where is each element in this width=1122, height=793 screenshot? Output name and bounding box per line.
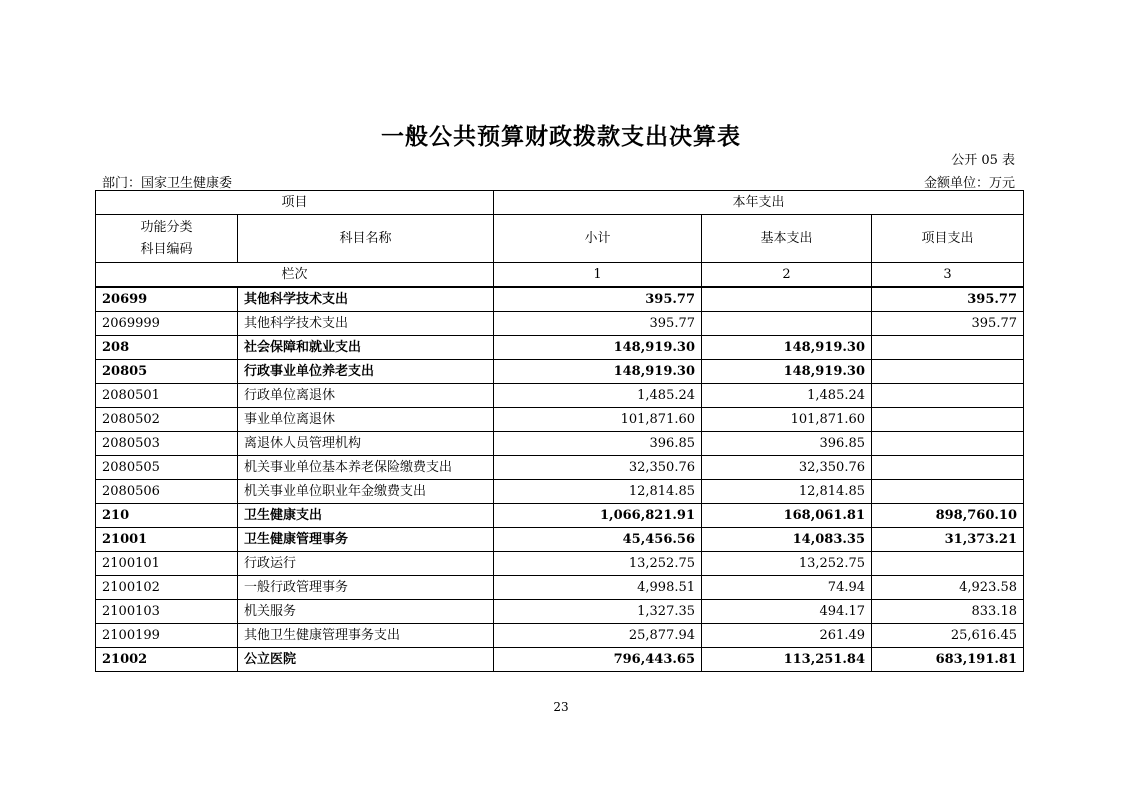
- page-number: 23: [553, 700, 569, 714]
- row-basic-cell: 168,061.81: [702, 504, 872, 528]
- row-name-cell: 卫生健康支出: [238, 504, 494, 528]
- row-code-cell: 20805: [96, 360, 238, 384]
- row-basic-cell: 12,814.85: [702, 480, 872, 504]
- row-project-cell: [872, 408, 1024, 432]
- row-basic-cell: [702, 287, 872, 312]
- row-project-cell: [872, 480, 1024, 504]
- row-project-cell: [872, 336, 1024, 360]
- row-project-cell: [872, 456, 1024, 480]
- header-basic-expense: 基本支出: [702, 215, 872, 263]
- row-name-cell: 行政运行: [238, 552, 494, 576]
- row-code-cell: 2100199: [96, 624, 238, 648]
- row-code-cell: 2100101: [96, 552, 238, 576]
- header-row-columns: [96, 215, 1024, 263]
- table-row: [96, 384, 1024, 408]
- unit-label: 金额单位：万元: [923, 176, 1015, 191]
- row-code-cell: 2080502: [96, 408, 238, 432]
- header-subject-name: 科目名称: [238, 215, 494, 263]
- row-basic-cell: 101,871.60: [702, 408, 872, 432]
- row-name-cell: 机关事业单位基本养老保险缴费支出: [238, 456, 494, 480]
- row-code-cell: 2100102: [96, 576, 238, 600]
- row-code-cell: 208: [96, 336, 238, 360]
- table-row: [96, 480, 1024, 504]
- row-subtotal-cell: 1,327.35: [494, 600, 702, 624]
- department-label: 部门：国家卫生健康委: [102, 176, 233, 191]
- row-subtotal-cell: 148,919.30: [494, 360, 702, 384]
- header-project-expense: 项目支出: [872, 215, 1024, 263]
- row-name-cell: 事业单位离退休: [238, 408, 494, 432]
- table-row: [96, 504, 1024, 528]
- row-subtotal-cell: 12,814.85: [494, 480, 702, 504]
- table-row: [96, 432, 1024, 456]
- row-name-cell: 其他科学技术支出: [238, 287, 494, 312]
- header-subtotal: 小计: [494, 215, 702, 263]
- row-basic-cell: 32,350.76: [702, 456, 872, 480]
- header-row-top: [96, 191, 1024, 215]
- row-name-cell: 其他卫生健康管理事务支出: [238, 624, 494, 648]
- row-project-cell: [872, 552, 1024, 576]
- row-name-cell: 机关服务: [238, 600, 494, 624]
- row-basic-cell: 261.49: [702, 624, 872, 648]
- form-number: 公开 05 表: [951, 153, 1015, 168]
- table-row: [96, 528, 1024, 552]
- row-basic-cell: 494.17: [702, 600, 872, 624]
- row-project-cell: 25,616.45: [872, 624, 1024, 648]
- row-project-cell: [872, 432, 1024, 456]
- row-subtotal-cell: 395.77: [494, 312, 702, 336]
- header-col-1: 1: [494, 263, 702, 288]
- header-item: 项目: [96, 191, 494, 215]
- row-name-cell: 社会保障和就业支出: [238, 336, 494, 360]
- row-project-cell: [872, 360, 1024, 384]
- row-project-cell: 4,923.58: [872, 576, 1024, 600]
- header-col-2: 2: [702, 263, 872, 288]
- row-project-cell: 31,373.21: [872, 528, 1024, 552]
- row-code-cell: 2080501: [96, 384, 238, 408]
- row-name-cell: 离退休人员管理机构: [238, 432, 494, 456]
- header-func-class: [96, 215, 238, 263]
- row-basic-cell: [702, 312, 872, 336]
- row-subtotal-cell: 148,919.30: [494, 336, 702, 360]
- row-basic-cell: 13,252.75: [702, 552, 872, 576]
- row-subtotal-cell: 1,485.24: [494, 384, 702, 408]
- header-col-3: 3: [872, 263, 1024, 288]
- table-row: [96, 552, 1024, 576]
- row-name-cell: 卫生健康管理事务: [238, 528, 494, 552]
- row-name-cell: 其他科学技术支出: [238, 312, 494, 336]
- row-name-cell: 一般行政管理事务: [238, 576, 494, 600]
- row-project-cell: 395.77: [872, 287, 1024, 312]
- row-project-cell: 898,760.10: [872, 504, 1024, 528]
- row-project-cell: 395.77: [872, 312, 1024, 336]
- row-basic-cell: 148,919.30: [702, 360, 872, 384]
- row-basic-cell: 1,485.24: [702, 384, 872, 408]
- header-current-year: 本年支出: [494, 191, 1024, 215]
- row-code-cell: 2080503: [96, 432, 238, 456]
- row-basic-cell: 148,919.30: [702, 336, 872, 360]
- row-basic-cell: 396.85: [702, 432, 872, 456]
- table-row: [96, 408, 1024, 432]
- table-row: [96, 312, 1024, 336]
- table-row: [96, 648, 1024, 672]
- row-code-cell: 210: [96, 504, 238, 528]
- row-basic-cell: 113,251.84: [702, 648, 872, 672]
- table-row: [96, 456, 1024, 480]
- table-row: [96, 336, 1024, 360]
- row-subtotal-cell: 796,443.65: [494, 648, 702, 672]
- row-code-cell: 2080506: [96, 480, 238, 504]
- row-subtotal-cell: 1,066,821.91: [494, 504, 702, 528]
- header-func-class-line2: 科目编码: [140, 241, 193, 257]
- header-row-index: [96, 263, 1024, 288]
- table-row: [96, 360, 1024, 384]
- row-subtotal-cell: 13,252.75: [494, 552, 702, 576]
- row-project-cell: 683,191.81: [872, 648, 1024, 672]
- row-subtotal-cell: 101,871.60: [494, 408, 702, 432]
- row-subtotal-cell: 395.77: [494, 287, 702, 312]
- row-code-cell: 20699: [96, 287, 238, 312]
- row-project-cell: 833.18: [872, 600, 1024, 624]
- row-subtotal-cell: 4,998.51: [494, 576, 702, 600]
- row-project-cell: [872, 384, 1024, 408]
- header-func-class-line1: 功能分类: [140, 219, 193, 235]
- table-row: [96, 287, 1024, 312]
- row-basic-cell: 74.94: [702, 576, 872, 600]
- row-basic-cell: 14,083.35: [702, 528, 872, 552]
- table-row: [96, 624, 1024, 648]
- row-subtotal-cell: 25,877.94: [494, 624, 702, 648]
- table-row: [96, 576, 1024, 600]
- table-row: [96, 600, 1024, 624]
- row-code-cell: 2100103: [96, 600, 238, 624]
- row-name-cell: 公立医院: [238, 648, 494, 672]
- row-subtotal-cell: 396.85: [494, 432, 702, 456]
- row-subtotal-cell: 45,456.56: [494, 528, 702, 552]
- row-subtotal-cell: 32,350.76: [494, 456, 702, 480]
- row-code-cell: 2080505: [96, 456, 238, 480]
- row-code-cell: 2069999: [96, 312, 238, 336]
- page-title: 一般公共预算财政拨款支出决算表: [381, 123, 741, 150]
- row-code-cell: 21002: [96, 648, 238, 672]
- row-name-cell: 机关事业单位职业年金缴费支出: [238, 480, 494, 504]
- row-name-cell: 行政事业单位养老支出: [238, 360, 494, 384]
- row-code-cell: 21001: [96, 528, 238, 552]
- header-row-index-label: 栏次: [96, 263, 494, 288]
- expenditure-table: [95, 190, 1024, 672]
- row-name-cell: 行政单位离退休: [238, 384, 494, 408]
